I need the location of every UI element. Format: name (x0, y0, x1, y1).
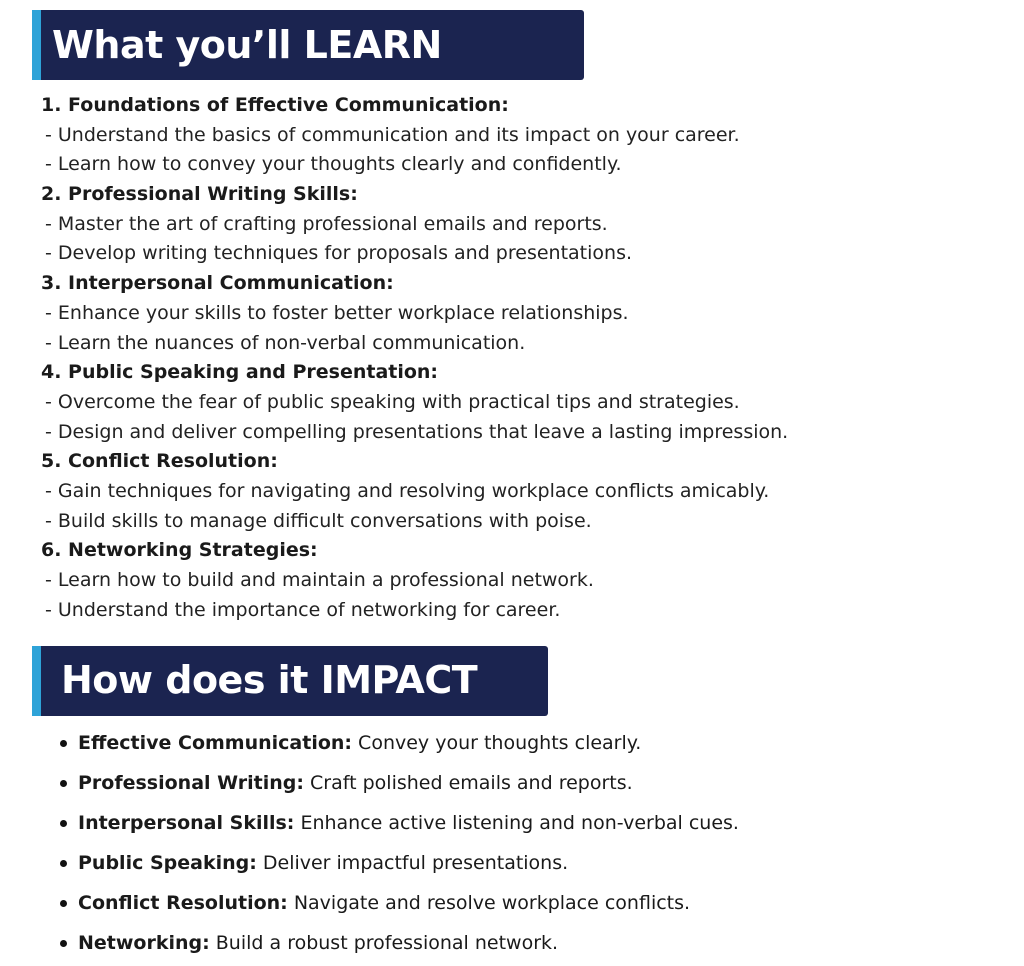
learn-point: - Learn how to build and maintain a professional network. (45, 569, 594, 591)
bullet-icon (60, 780, 67, 787)
learn-list (41, 91, 1001, 625)
bullet-icon (60, 900, 67, 907)
impact-list-item (78, 806, 978, 846)
learn-section-heading: 5. Conflict Resolution: (41, 450, 278, 473)
learn-point: - Master the art of crafting professional emails and reports. (45, 212, 608, 235)
learn-section-title: What you’ll LEARN (52, 23, 442, 67)
impact-list-item (78, 846, 978, 886)
impact-description: Convey your thoughts clearly. (352, 732, 642, 754)
impact-description: Build a robust professional network. (209, 932, 559, 954)
impact-term: Conflict Resolution: (78, 892, 288, 914)
bullet-icon (60, 740, 67, 747)
learn-point: - Build skills to manage difficult conversations with poise. (45, 509, 592, 532)
impact-description: Deliver impactful presentations. (256, 852, 569, 874)
learn-point: - Understand the basics of communication and its impact on your career. (45, 123, 740, 146)
learn-point: - Learn the nuances of non-verbal communication. (45, 331, 526, 354)
learn-point: - Learn how to convey your thoughts clearly and confidently. (45, 153, 622, 176)
learn-point: - Overcome the fear of public speaking with practical tips and strategies. (45, 390, 740, 413)
impact-description: Craft polished emails and reports. (304, 772, 633, 794)
learn-section-heading: 4. Public Speaking and Presentation: (41, 361, 439, 384)
learn-point: - Gain techniques for navigating and resolving workplace conflicts amicably. (45, 479, 770, 502)
impact-term: Professional Writing: (78, 772, 304, 794)
impact-description: Navigate and resolve workplace conflicts. (287, 892, 691, 914)
bullet-icon (60, 940, 67, 947)
impact-term: Public Speaking: (78, 852, 257, 874)
learn-point: - Enhance your skills to foster better workplace relationships. (45, 301, 629, 324)
impact-list-item (78, 766, 978, 806)
impact-term: Networking: (78, 932, 210, 954)
impact-section-title: How does it IMPACT (61, 658, 478, 702)
impact-list-item (78, 886, 978, 926)
learn-section-heading: 1. Foundations of Effective Communication: (41, 94, 509, 116)
impact-list-item (78, 726, 978, 766)
bullet-icon (60, 820, 67, 827)
learn-section-heading: 6. Networking Strategies: (41, 539, 318, 562)
learn-section-banner (32, 10, 584, 80)
bullet-icon (60, 860, 67, 867)
impact-term: Interpersonal Skills: (78, 812, 295, 834)
impact-section-banner (32, 646, 548, 716)
learn-section-heading: 3. Interpersonal Communication: (41, 272, 394, 295)
learn-section-heading: 2. Professional Writing Skills: (41, 183, 358, 206)
learn-point: - Understand the importance of networking for career. (45, 598, 561, 621)
impact-list-item (78, 926, 978, 966)
impact-list (78, 726, 978, 966)
learn-point: - Develop writing techniques for proposals and presentations. (45, 242, 633, 265)
impact-description: Enhance active listening and non-verbal cues. (294, 812, 739, 834)
impact-term: Effective Communication: (78, 732, 353, 754)
learn-point: - Design and deliver compelling presentations that leave a lasting impression. (45, 420, 789, 443)
